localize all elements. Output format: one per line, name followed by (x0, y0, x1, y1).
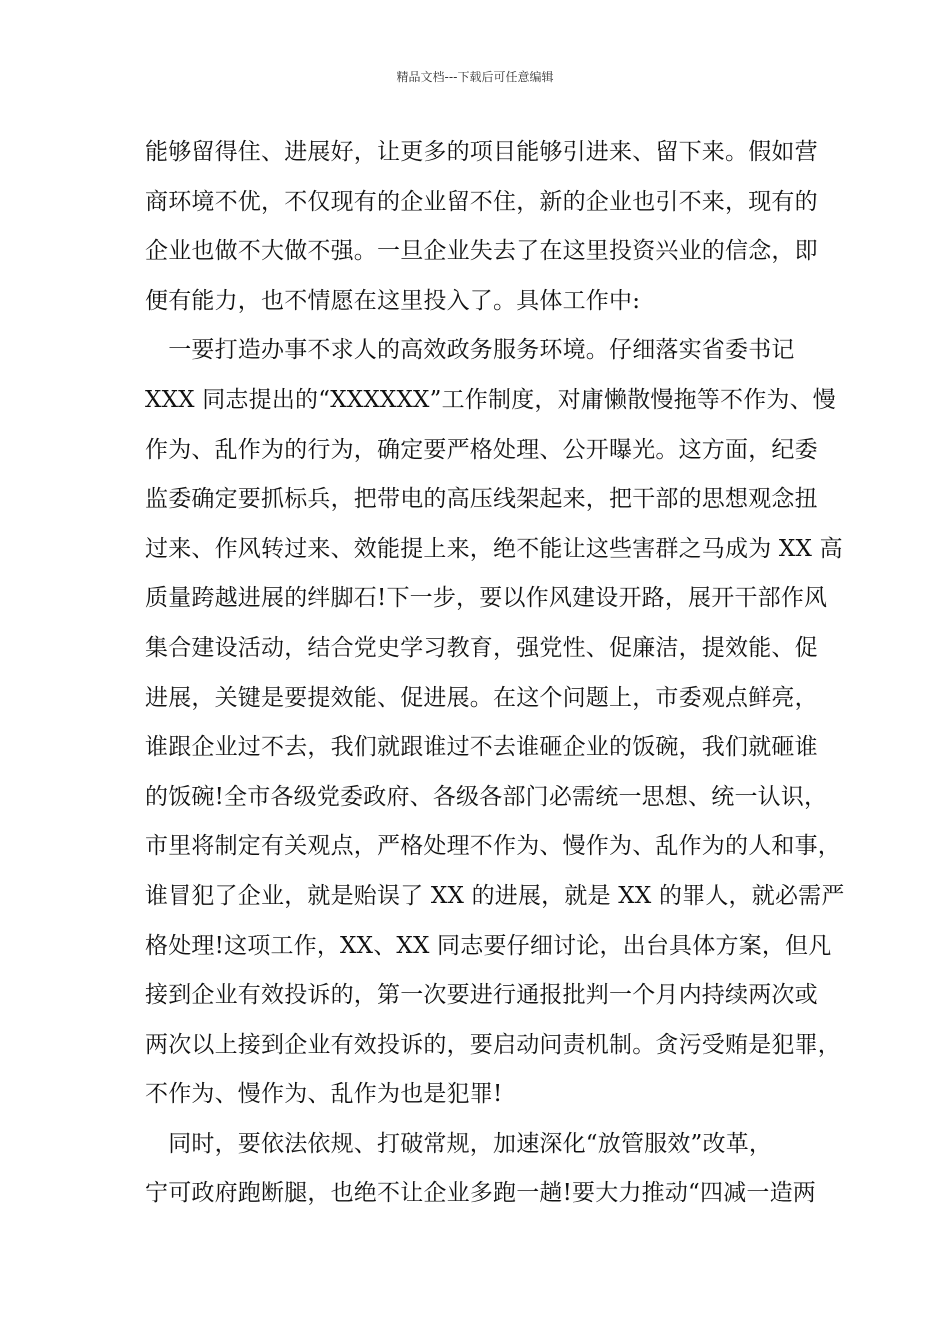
text-line: 过来、作风转过来、效能提上来，绝不能让这些害群之马成为 XX 高 (145, 535, 843, 562)
text-line: 进展，关键是要提效能、促进展。在这个问题上，市委观点鲜亮， (145, 684, 818, 711)
text-line: 能够留得住、进展好，让更多的项目能够引进来、留下来。假如营 (145, 139, 818, 165)
text-line: 一要打造办事不求人的高效政务服务环境。仔细落实省委书记 (145, 337, 795, 364)
text-line: 宁可政府跑断腿，也绝不让企业多跑一趟!要大力推动“四减一造两 (145, 1180, 817, 1207)
text-line: 市里将制定有关观点，严格处理不作为、慢作为、乱作为的人和事， (145, 833, 841, 860)
text-line: 谁冒犯了企业，就是贻误了 XX 的进展，就是 XX 的罪人，就必需严 (145, 882, 845, 909)
text-line: 质量跨越进展的绊脚石!下一步，要以作风建设开路，展开干部作风 (145, 585, 828, 612)
text-line: 两次以上接到企业有效投诉的，要启动问责机制。贪污受贿是犯罪， (145, 1031, 841, 1058)
text-line: 商环境不优，不仅现有的企业留不住，新的企业也引不来，现有的 (145, 188, 818, 215)
text-line: 便有能力，也不情愿在这里投入了。具体工作中: (145, 287, 641, 314)
text-line: 同时，要依法依规、打破常规，加速深化“放管服效”改革， (145, 1130, 773, 1157)
page-header: 精品文档---下载后可任意编辑 (396, 70, 554, 84)
text-line: 集合建设活动，结合党史学习教育，强党性、促廉洁，提效能、促 (145, 634, 818, 661)
text-line: 作为、乱作为的行为，确定要严格处理、公开曝光。这方面，纪委 (145, 436, 818, 463)
text-line: 格处理!这项工作，XX、XX 同志要仔细讨论，出台具体方案，但凡 (145, 932, 832, 959)
text-line: XXX 同志提出的“XXXXXX”工作制度，对庸懒散慢拖等不作为、慢 (145, 386, 836, 413)
text-line: 接到企业有效投诉的，第一次要进行通报批判一个月内持续两次或 (145, 982, 818, 1009)
text-line: 企业也做不大做不强。一旦企业失去了在这里投资兴业的信念，即 (145, 238, 818, 265)
text-line: 不作为、慢作为、乱作为也是犯罪! (145, 1081, 503, 1108)
text-line: 监委确定要抓标兵，把带电的高压线架起来，把干部的思想观念扭 (145, 486, 818, 513)
text-line: 的饭碗!全市各级党委政府、各级各部门必需统一思想、统一认识， (145, 783, 828, 810)
document-body (145, 128, 845, 1219)
text-line: 谁跟企业过不去，我们就跟谁过不去谁砸企业的饭碗，我们就砸谁 (145, 734, 818, 761)
